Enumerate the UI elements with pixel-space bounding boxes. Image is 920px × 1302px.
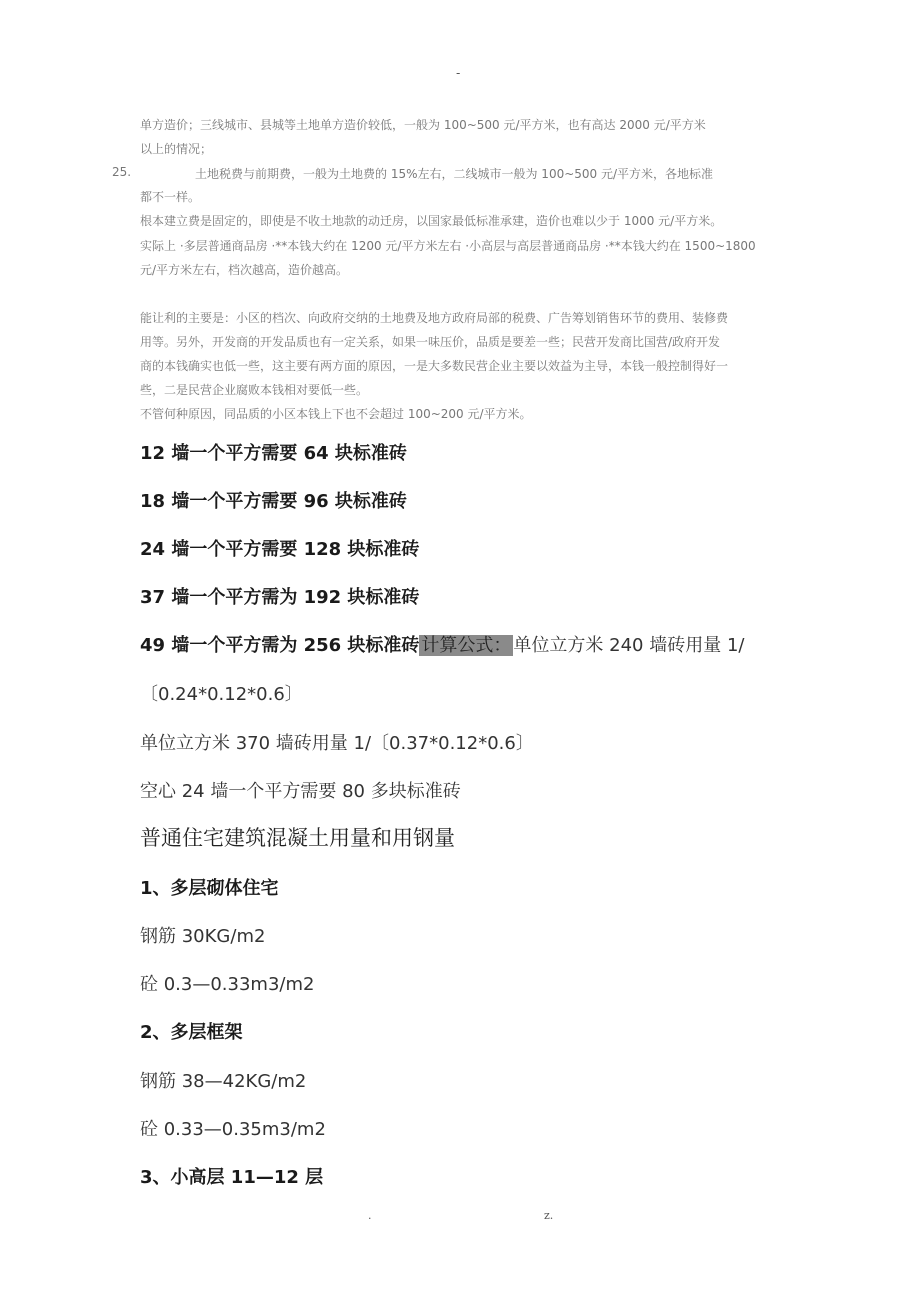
text-line: 实际上 ·多层普通商品房 ·**本钱大约在 1200 元/平方米左右 ·小高层与高层普通商品房 ·**本钱大约在 1500~1800 (140, 239, 756, 253)
brick-line-12: 12 墙一个平方需要 64 块标准砖 (140, 443, 407, 464)
text-line: 都不一样。 (140, 190, 201, 204)
formula-label-highlight: 计算公式： (421, 635, 512, 656)
section-2-concrete: 砼 0.33—0.35m3/m2 (140, 1119, 326, 1140)
text-line: 用等。另外，开发商的开发品质也有一定关系，如果一味压价，品质是要差一些；民营开发商比国营/政府开发 (140, 335, 721, 349)
formula-240-part1: 单位立方米 240 墙砖用量 1/ (513, 635, 745, 656)
formula-240-part2: 〔0.24*0.12*0.6〕 (140, 684, 303, 705)
list-number: 25. (112, 165, 132, 179)
brick-line-49: 49 墙一个平方需为 256 块标准砖 (140, 635, 420, 656)
footer-left-mark: . (368, 1209, 372, 1222)
formula-370: 单位立方米 370 墙砖用量 1/〔0.37*0.12*0.6〕 (140, 733, 534, 754)
section-2-steel: 钢筋 38—42KG/m2 (140, 1071, 307, 1092)
text-line: 土地税费与前期费，一般为土地费的 15%左右，二线城市一般为 100~500 元/平方米，各地标准 (195, 167, 714, 181)
text-line: 元/平方米左右，档次越高，造价越高。 (140, 263, 349, 277)
brick-line-37: 37 墙一个平方需为 192 块标准砖 (140, 587, 420, 608)
brick-line-18: 18 墙一个平方需要 96 块标准砖 (140, 491, 407, 512)
text-line: 根本建立费是固定的，即使是不收土地款的动迁房，以国家最低标准承建，造价也难以少于 1000 元/平方米。 (140, 214, 723, 228)
section-1-concrete: 砼 0.3—0.33m3/m2 (140, 974, 315, 995)
section-2-heading: 2、多层框架 (140, 1022, 243, 1043)
hollow-24-line: 空心 24 墙一个平方需要 80 多块标准砖 (140, 781, 461, 802)
text-line: 单方造价；三线城市、县城等土地单方造价较低，一般为 100~500 元/平方米，也有高达 2000 元/平方米 (140, 118, 706, 132)
text-line: 商的本钱确实也低一些，这主要有两方面的原因，一是大多数民营企业主要以效益为主导，本钱一般控制得好一 (140, 359, 729, 373)
section-1-heading: 1、多层砌体住宅 (140, 878, 279, 899)
footer-right-mark: z. (544, 1209, 554, 1222)
section-1-steel: 钢筋 30KG/m2 (140, 926, 266, 947)
brick-line-24: 24 墙一个平方需要 128 块标准砖 (140, 539, 420, 560)
brick-line-49-row (140, 631, 744, 657)
section-title: 普通住宅建筑混凝土用量和用钢量 (140, 826, 455, 850)
section-3-heading: 3、小高层 11—12 层 (140, 1167, 324, 1188)
text-line: 能让利的主要是：小区的档次、向政府交纳的土地费及地方政府局部的税费、广告筹划销售环节的费用、装修费 (140, 311, 729, 325)
header-mark: - (456, 66, 461, 80)
text-line: 不管何种原因，同品质的小区本钱上下也不会超过 100~200 元/平方米。 (140, 407, 532, 421)
text-line: 以上的情况； (140, 142, 213, 156)
text-line: 些，二是民营企业腐败本钱相对要低一些。 (140, 383, 369, 397)
